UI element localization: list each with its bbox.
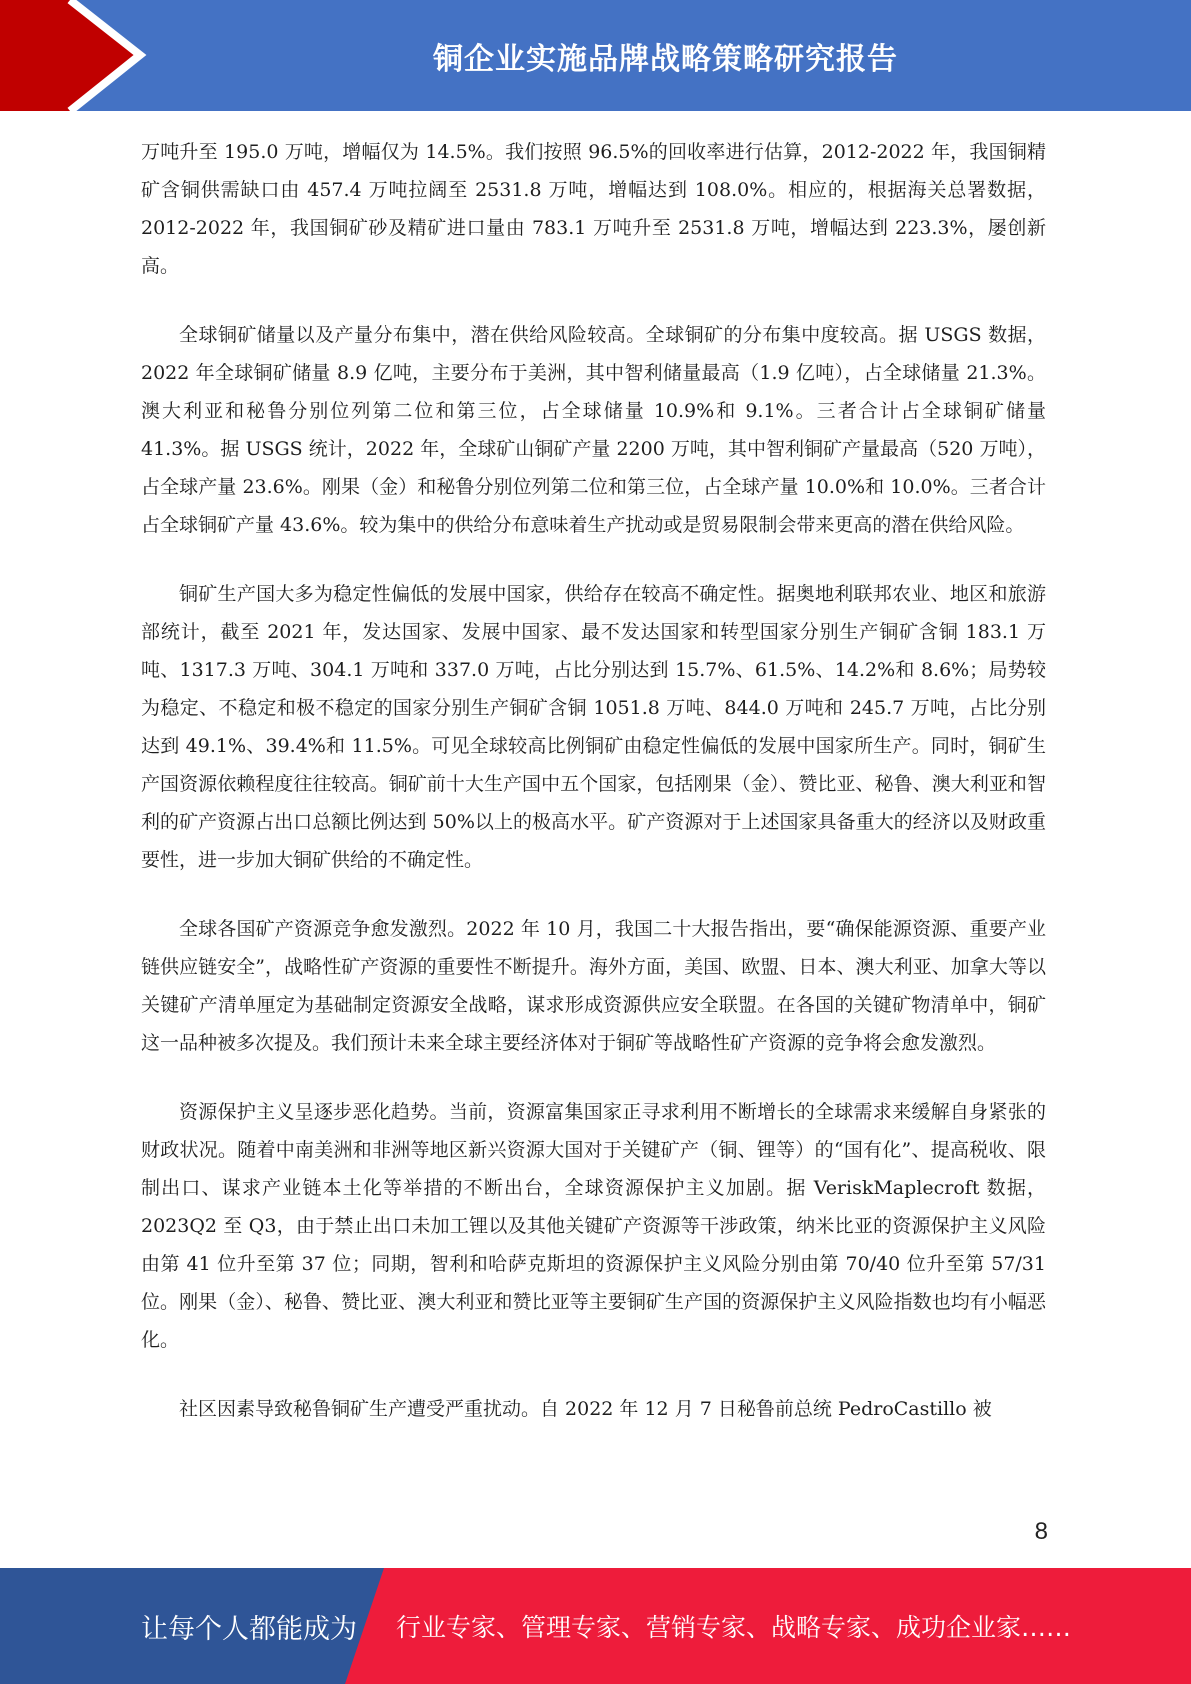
footer-slogan-left: 让每个人都能成为	[141, 1613, 357, 1645]
paragraph-6: 社区因素导致秘鲁铜矿生产遭受严重扰动。自 2022 年 12 月 7 日秘鲁前总统 PedroCastillo 被	[179, 1398, 992, 1420]
report-body	[141, 133, 1046, 1459]
page-number: 8	[1034, 1518, 1048, 1545]
paragraph-5: 资源保护主义呈逐步恶化趋势。当前，资源富集国家正寻求利用不断增长的全球需求来缓解自身紧张的财政状况。随着中南美洲和非洲等地区新兴资源大国对于关键矿产（铜、锂等）的“国有化”、提高税收、限制出口、谋求产业链本土化等举措的不断出台，全球资源保护主义加剧。据 VeriskMaplecroft 数据，2023Q2 至 Q3，由于禁止出口未加工锂以及其他关键矿产资源等干涉政策，纳米比亚的资源保护主义风险由第 41 位升至第 37 位；同期，智利和哈萨克斯坦的资源保护主义风险分别由第 70/40 位升至第 57/31 位。刚果（金）、秘鲁、赞比亚、澳大利亚和赞比亚等主要铜矿生产国的资源保护主义风险指数也均有小幅恶化。	[141, 1101, 1046, 1351]
footer-slogan-right: 行业专家、管理专家、营销专家、战略专家、成功企业家……	[396, 1613, 1072, 1642]
paragraph-4: 全球各国矿产资源竞争愈发激烈。2022 年 10 月，我国二十大报告指出，要“确保能源资源、重要产业链供应链安全”，战略性矿产资源的重要性不断提升。海外方面，美国、欧盟、日本、澳大利亚、加拿大等以关键矿产清单厘定为基础制定资源安全战略，谋求形成资源供应安全联盟。在各国的关键矿物清单中，铜矿这一品种被多次提及。我们预计未来全球主要经济体对于铜矿等战略性矿产资源的竞争将会愈发激烈。	[141, 918, 1046, 1054]
paragraph-2: 全球铜矿储量以及产量分布集中，潜在供给风险较高。全球铜矿的分布集中度较高。据 USGS 数据，2022 年全球铜矿储量 8.9 亿吨，主要分布于美洲，其中智利储量最高（1.9 亿吨），占全球储量 21.3%。澳大利亚和秘鲁分别位列第二位和第三位，占全球储量 10.9%和 9.1%。三者合计占全球铜矿储量 41.3%。据 USGS 统计，2022 年，全球矿山铜矿产量 2200 万吨，其中智利铜矿产量最高（520 万吨），占全球产量 23.6%。刚果（金）和秘鲁分别位列第二位和第三位，占全球产量 10.0%和 10.0%。三者合计占全球铜矿产量 43.6%。较为集中的供给分布意味着生产扰动或是贸易限制会带来更高的潜在供给风险。	[141, 324, 1046, 536]
paragraph-3: 铜矿生产国大多为稳定性偏低的发展中国家，供给存在较高不确定性。据奥地利联邦农业、地区和旅游部统计，截至 2021 年，发达国家、发展中国家、最不发达国家和转型国家分别生产铜矿含铜 183.1 万吨、1317.3 万吨、304.1 万吨和 337.0 万吨，占比分别达到 15.7%、61.5%、14.2%和 8.6%；局势较为稳定、不稳定和极不稳定的国家分别生产铜矿含铜 1051.8 万吨、844.0 万吨和 245.7 万吨，占比分别达到 49.1%、39.4%和 11.5%。可见全球较高比例铜矿由稳定性偏低的发展中国家所生产。同时，铜矿生产国资源依赖程度往往较高。铜矿前十大生产国中五个国家，包括刚果（金）、赞比亚、秘鲁、澳大利亚和智利的矿产资源占出口总额比例达到 50%以上的极高水平。矿产资源对于上述国家具备重大的经济以及财政重要性，进一步加大铜矿供给的不确定性。	[141, 583, 1046, 871]
page-header	[0, 0, 1191, 111]
paragraph-1: 万吨升至 195.0 万吨，增幅仅为 14.5%。我们按照 96.5%的回收率进行估算，2012-2022 年，我国铜精矿含铜供需缺口由 457.4 万吨拉阔至 2531.8 万吨，增幅达到 108.0%。相应的，根据海关总署数据，2012-2022 年，我国铜矿砂及精矿进口量由 783.1 万吨升至 2531.8 万吨，增幅达到 223.3%，屡创新高。	[141, 141, 1046, 277]
page-footer	[0, 1568, 1191, 1684]
report-title: 铜企业实施品牌战略策略研究报告	[433, 41, 898, 77]
